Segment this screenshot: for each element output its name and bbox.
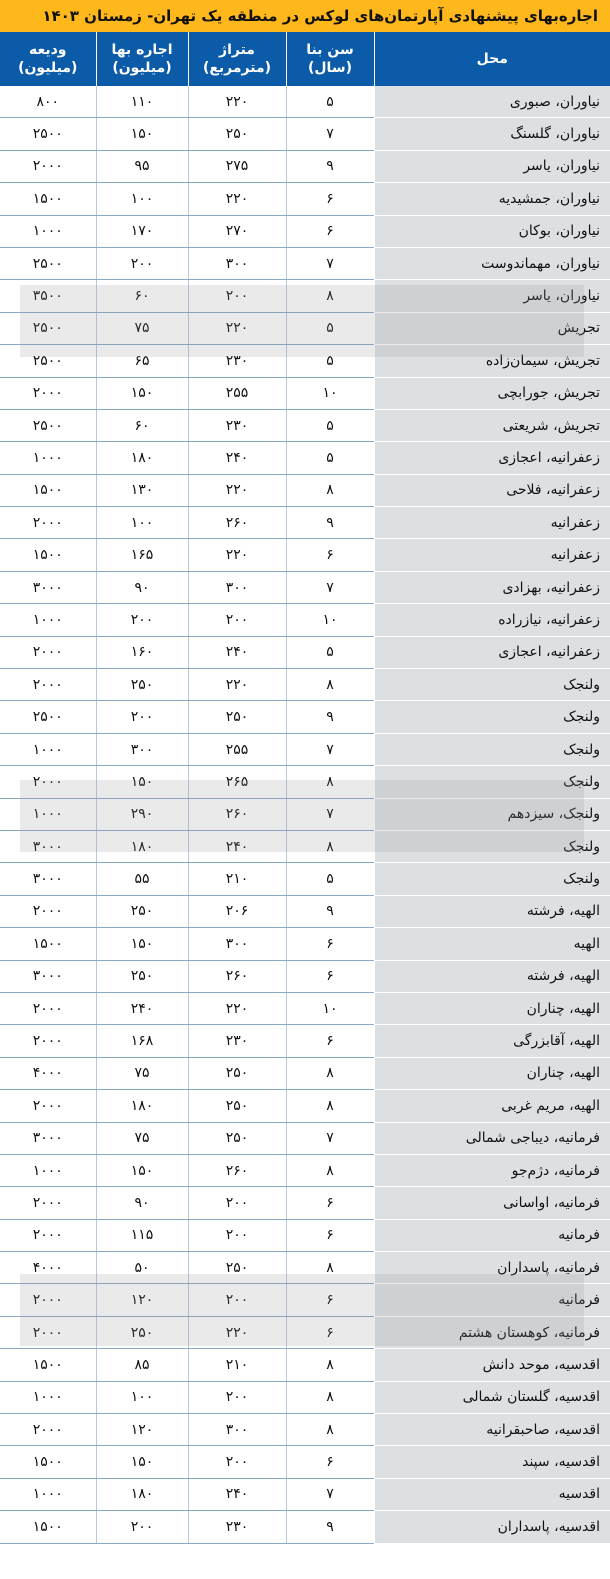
cell-age: ۹ [286,895,374,927]
cell-deposit: ۳۰۰۰ [0,830,96,862]
cell-age: ۵ [286,345,374,377]
table-row [0,247,610,279]
cell-area: تجریش، شریعتی [374,409,610,441]
cell-deposit: ۲۰۰۰ [0,377,96,409]
cell-rent: ۱۳۰ [96,474,188,506]
cell-area: نیاوران، بوکان [374,215,610,247]
cell-size: ۲۵۰ [188,1057,286,1089]
page-title: اجاره‌بهای پیشنهادی آپارتمان‌های لوکس در منطقه یک تهران- زمستان ۱۴۰۳ [0,0,610,32]
cell-age: ۹ [286,701,374,733]
cell-size: ۳۰۰ [188,1414,286,1446]
cell-age: ۱۰ [286,992,374,1024]
table-row [0,798,610,830]
cell-area: اقدسیه، پاسداران [374,1511,610,1543]
cell-rent: ۵۰ [96,1252,188,1284]
cell-area: زعفرانیه، نیازراده [374,604,610,636]
cell-rent: ۲۵۰ [96,1316,188,1348]
table-row [0,280,610,312]
cell-age: ۱۰ [286,377,374,409]
cell-rent: ۱۷۰ [96,215,188,247]
cell-age: ۶ [286,1316,374,1348]
table-row [0,571,610,603]
cell-area: نیاوران، یاسر [374,150,610,182]
cell-age: ۶ [286,539,374,571]
cell-deposit: ۴۰۰۰ [0,1057,96,1089]
cell-size: ۲۵۰ [188,1252,286,1284]
cell-age: ۶ [286,183,374,215]
cell-deposit: ۱۰۰۰ [0,798,96,830]
cell-age: ۷ [286,1122,374,1154]
cell-area: زعفرانیه، فلاحی [374,474,610,506]
cell-size: ۲۲۰ [188,1316,286,1348]
cell-age: ۸ [286,1057,374,1089]
cell-rent: ۲۰۰ [96,701,188,733]
cell-deposit: ۱۵۰۰ [0,539,96,571]
cell-rent: ۲۵۰ [96,669,188,701]
cell-size: ۳۰۰ [188,247,286,279]
cell-size: ۲۰۰ [188,604,286,636]
table-row [0,215,610,247]
cell-size: ۲۲۰ [188,86,286,118]
cell-size: ۲۰۰ [188,1446,286,1478]
table-row [0,766,610,798]
cell-size: ۲۴۰ [188,830,286,862]
cell-size: ۲۵۵ [188,377,286,409]
cell-rent: ۱۱۰ [96,86,188,118]
table-header [0,32,610,86]
table-row [0,1090,610,1122]
cell-area: فرمانیه، دیباجی شمالی [374,1122,610,1154]
cell-deposit: ۸۰۰ [0,86,96,118]
cell-area: الهیه، چناران [374,1057,610,1089]
cell-area: الهیه، فرشته [374,960,610,992]
cell-deposit: ۱۰۰۰ [0,1478,96,1510]
cell-deposit: ۲۵۰۰ [0,409,96,441]
cell-age: ۵ [286,442,374,474]
cell-deposit: ۳۵۰۰ [0,280,96,312]
cell-rent: ۱۲۰ [96,1284,188,1316]
cell-rent: ۲۴۰ [96,992,188,1024]
cell-deposit: ۳۰۰۰ [0,1122,96,1154]
table-row [0,1057,610,1089]
table-row [0,1414,610,1446]
cell-area: نیاوران، مهماندوست [374,247,610,279]
cell-rent: ۹۰ [96,1187,188,1219]
cell-size: ۳۰۰ [188,571,286,603]
cell-age: ۸ [286,1154,374,1186]
cell-rent: ۷۵ [96,312,188,344]
cell-deposit: ۲۰۰۰ [0,1284,96,1316]
cell-deposit: ۲۰۰۰ [0,636,96,668]
cell-age: ۸ [286,1381,374,1413]
cell-area: نیاوران، صبوری [374,86,610,118]
cell-age: ۶ [286,1025,374,1057]
cell-age: ۸ [286,830,374,862]
cell-deposit: ۲۵۰۰ [0,118,96,150]
cell-size: ۲۰۰ [188,1284,286,1316]
cell-size: ۲۵۰ [188,118,286,150]
cell-rent: ۱۵۰ [96,1446,188,1478]
cell-rent: ۱۶۵ [96,539,188,571]
cell-area: نیاوران، یاسر [374,280,610,312]
table-row [0,345,610,377]
table-row [0,409,610,441]
cell-deposit: ۳۰۰۰ [0,960,96,992]
cell-rent: ۹۰ [96,571,188,603]
cell-rent: ۱۸۰ [96,1090,188,1122]
cell-deposit: ۲۵۰۰ [0,312,96,344]
cell-area: ولنجک [374,863,610,895]
cell-age: ۹ [286,507,374,539]
table-row [0,1122,610,1154]
table-row [0,669,610,701]
cell-rent: ۱۱۵ [96,1219,188,1251]
cell-size: ۲۶۰ [188,1154,286,1186]
header-size [188,32,286,86]
cell-rent: ۲۰۰ [96,247,188,279]
cell-size: ۲۵۰ [188,701,286,733]
cell-area: ولنجک [374,733,610,765]
cell-rent: ۲۰۰ [96,604,188,636]
cell-age: ۵ [286,863,374,895]
cell-area: تجریش، جورابچی [374,377,610,409]
cell-age: ۶ [286,1219,374,1251]
cell-size: ۳۰۰ [188,928,286,960]
table-row [0,830,610,862]
cell-age: ۷ [286,118,374,150]
cell-area: زعفرانیه [374,539,610,571]
cell-age: ۷ [286,247,374,279]
cell-area: فرمانیه [374,1284,610,1316]
cell-deposit: ۳۰۰۰ [0,571,96,603]
table-row [0,1219,610,1251]
cell-deposit: ۲۰۰۰ [0,1025,96,1057]
cell-size: ۲۷۰ [188,215,286,247]
table-row [0,895,610,927]
cell-age: ۸ [286,1414,374,1446]
table-row [0,1187,610,1219]
table-row [0,377,610,409]
cell-rent: ۱۵۰ [96,377,188,409]
cell-size: ۲۴۰ [188,442,286,474]
cell-age: ۸ [286,669,374,701]
cell-area: اقدسیه، گلستان شمالی [374,1381,610,1413]
header-area [374,32,610,86]
cell-rent: ۲۰۰ [96,1511,188,1543]
cell-age: ۹ [286,1511,374,1543]
table-row [0,863,610,895]
cell-area: الهیه، چناران [374,992,610,1024]
cell-size: ۲۰۰ [188,1381,286,1413]
cell-deposit: ۱۰۰۰ [0,1154,96,1186]
cell-size: ۲۰۰ [188,1187,286,1219]
cell-size: ۲۰۶ [188,895,286,927]
table-row [0,183,610,215]
cell-rent: ۵۵ [96,863,188,895]
header-age [286,32,374,86]
table-row [0,1349,610,1381]
table-row [0,701,610,733]
table-row [0,1154,610,1186]
table-row [0,474,610,506]
cell-age: ۷ [286,798,374,830]
table-row [0,604,610,636]
cell-area: تجریش [374,312,610,344]
table-row [0,442,610,474]
cell-deposit: ۲۵۰۰ [0,701,96,733]
cell-deposit: ۳۰۰۰ [0,863,96,895]
cell-deposit: ۲۰۰۰ [0,1414,96,1446]
cell-size: ۲۷۵ [188,150,286,182]
header-deposit-label: ودیعه [28,42,67,58]
cell-size: ۲۵۰ [188,1090,286,1122]
cell-rent: ۱۶۸ [96,1025,188,1057]
cell-deposit: ۲۰۰۰ [0,895,96,927]
table-row [0,86,610,118]
cell-age: ۹ [286,150,374,182]
cell-deposit: ۱۵۰۰ [0,183,96,215]
table-row [0,636,610,668]
cell-rent: ۶۰ [96,280,188,312]
header-rent-label: اجاره بها [111,42,173,58]
cell-area: زعفرانیه، بهزادی [374,571,610,603]
cell-deposit: ۱۰۰۰ [0,1381,96,1413]
cell-area: ولنجک [374,669,610,701]
cell-rent: ۶۰ [96,409,188,441]
cell-size: ۲۶۰ [188,798,286,830]
cell-rent: ۱۸۰ [96,830,188,862]
cell-size: ۲۲۰ [188,183,286,215]
cell-age: ۵ [286,312,374,344]
cell-age: ۱۰ [286,604,374,636]
cell-rent: ۲۹۰ [96,798,188,830]
cell-rent: ۱۰۰ [96,183,188,215]
cell-rent: ۱۰۰ [96,1381,188,1413]
table-row [0,1446,610,1478]
cell-age: ۵ [286,86,374,118]
cell-rent: ۱۰۰ [96,507,188,539]
cell-deposit: ۲۰۰۰ [0,669,96,701]
cell-area: اقدسیه، صاحبقرانیه [374,1414,610,1446]
cell-age: ۷ [286,571,374,603]
cell-size: ۲۵۵ [188,733,286,765]
cell-deposit: ۱۵۰۰ [0,928,96,960]
cell-size: ۲۲۰ [188,539,286,571]
cell-size: ۲۵۰ [188,1122,286,1154]
cell-deposit: ۲۵۰۰ [0,247,96,279]
header-size-label: متراژ [219,42,255,58]
cell-rent: ۱۵۰ [96,1154,188,1186]
cell-rent: ۸۵ [96,1349,188,1381]
cell-deposit: ۱۰۰۰ [0,215,96,247]
cell-area: الهیه، فرشته [374,895,610,927]
table-row [0,507,610,539]
cell-area: ولنجک [374,830,610,862]
cell-size: ۲۴۰ [188,636,286,668]
cell-size: ۲۱۰ [188,1349,286,1381]
table-row [0,1511,610,1543]
cell-deposit: ۱۵۰۰ [0,474,96,506]
cell-size: ۲۲۰ [188,474,286,506]
cell-rent: ۱۲۰ [96,1414,188,1446]
cell-size: ۲۳۰ [188,409,286,441]
cell-age: ۶ [286,1187,374,1219]
cell-area: نیاوران، گلسنگ [374,118,610,150]
cell-age: ۶ [286,928,374,960]
cell-deposit: ۲۰۰۰ [0,992,96,1024]
header-deposit-unit: (میلیون) [18,60,78,76]
table-row [0,118,610,150]
cell-rent: ۲۵۰ [96,895,188,927]
table-row [0,312,610,344]
header-size-unit: (مترمربع) [202,60,272,76]
table-row [0,1478,610,1510]
cell-age: ۶ [286,215,374,247]
cell-age: ۶ [286,960,374,992]
cell-size: ۲۶۰ [188,960,286,992]
cell-area: فرمانیه [374,1219,610,1251]
cell-rent: ۱۵۰ [96,766,188,798]
table-row [0,539,610,571]
header-area-label: محل [476,51,508,67]
cell-size: ۲۲۰ [188,312,286,344]
cell-deposit: ۱۵۰۰ [0,1511,96,1543]
table-body [0,86,610,1543]
cell-deposit: ۲۰۰۰ [0,507,96,539]
cell-deposit: ۲۰۰۰ [0,150,96,182]
cell-area: اقدسیه [374,1478,610,1510]
cell-area: الهیه [374,928,610,960]
cell-age: ۸ [286,1090,374,1122]
table-row [0,1025,610,1057]
cell-size: ۲۰۰ [188,280,286,312]
header-rent [96,32,188,86]
table-row [0,928,610,960]
table-row [0,1252,610,1284]
cell-size: ۲۶۵ [188,766,286,798]
cell-area: فرمانیه، پاسداران [374,1252,610,1284]
cell-size: ۲۲۰ [188,992,286,1024]
cell-area: زعفرانیه، اعجازی [374,636,610,668]
table-row [0,1284,610,1316]
cell-size: ۲۱۰ [188,863,286,895]
cell-size: ۲۳۰ [188,1511,286,1543]
cell-age: ۷ [286,1478,374,1510]
cell-size: ۲۶۰ [188,507,286,539]
cell-deposit: ۱۵۰۰ [0,1446,96,1478]
cell-size: ۲۲۰ [188,669,286,701]
table-row [0,992,610,1024]
cell-rent: ۱۵۰ [96,928,188,960]
cell-area: فرمانیه، دژم‌جو [374,1154,610,1186]
cell-deposit: ۱۵۰۰ [0,1349,96,1381]
cell-rent: ۱۸۰ [96,442,188,474]
table-row [0,150,610,182]
cell-rent: ۳۰۰ [96,733,188,765]
cell-rent: ۷۵ [96,1122,188,1154]
cell-deposit: ۴۰۰۰ [0,1252,96,1284]
cell-area: ولنجک، سیزدهم [374,798,610,830]
cell-age: ۶ [286,1446,374,1478]
cell-area: اقدسیه، سپند [374,1446,610,1478]
cell-age: ۸ [286,1349,374,1381]
cell-area: نیاوران، جمشیدیه [374,183,610,215]
rent-table [0,32,610,1544]
cell-size: ۲۴۰ [188,1478,286,1510]
cell-rent: ۷۵ [96,1057,188,1089]
cell-rent: ۶۵ [96,345,188,377]
cell-size: ۲۳۰ [188,1025,286,1057]
cell-area: زعفرانیه [374,507,610,539]
cell-age: ۶ [286,1284,374,1316]
cell-deposit: ۱۰۰۰ [0,604,96,636]
table-row [0,1316,610,1348]
cell-rent: ۱۶۰ [96,636,188,668]
cell-age: ۵ [286,409,374,441]
table-row [0,733,610,765]
cell-rent: ۹۵ [96,150,188,182]
table-row [0,1381,610,1413]
cell-deposit: ۱۰۰۰ [0,733,96,765]
cell-rent: ۱۸۰ [96,1478,188,1510]
cell-deposit: ۲۰۰۰ [0,766,96,798]
cell-age: ۸ [286,766,374,798]
header-rent-unit: (میلیون) [112,60,172,76]
cell-area: فرمانیه، کوهستان هشتم [374,1316,610,1348]
cell-deposit: ۲۵۰۰ [0,345,96,377]
cell-deposit: ۲۰۰۰ [0,1316,96,1348]
cell-area: ولنجک [374,701,610,733]
cell-rent: ۱۵۰ [96,118,188,150]
cell-age: ۸ [286,280,374,312]
header-age-label: سن بنا [306,42,354,58]
cell-age: ۷ [286,733,374,765]
cell-area: الهیه، آقابزرگی [374,1025,610,1057]
table-row [0,960,610,992]
cell-area: ولنجک [374,766,610,798]
cell-area: فرمانیه، اواسانی [374,1187,610,1219]
cell-deposit: ۲۰۰۰ [0,1219,96,1251]
cell-area: الهیه، مریم غربی [374,1090,610,1122]
cell-size: ۲۳۰ [188,345,286,377]
cell-age: ۸ [286,1252,374,1284]
cell-age: ۵ [286,636,374,668]
header-age-unit: (سال) [308,60,352,76]
cell-area: تجریش، سیمان‌زاده [374,345,610,377]
cell-deposit: ۱۰۰۰ [0,442,96,474]
cell-area: زعفرانیه، اعجازی [374,442,610,474]
cell-area: اقدسیه، موحد دانش [374,1349,610,1381]
header-deposit [0,32,96,86]
cell-size: ۲۰۰ [188,1219,286,1251]
cell-deposit: ۲۰۰۰ [0,1090,96,1122]
cell-deposit: ۲۰۰۰ [0,1187,96,1219]
header-row [0,32,610,86]
cell-age: ۸ [286,474,374,506]
cell-rent: ۲۵۰ [96,960,188,992]
